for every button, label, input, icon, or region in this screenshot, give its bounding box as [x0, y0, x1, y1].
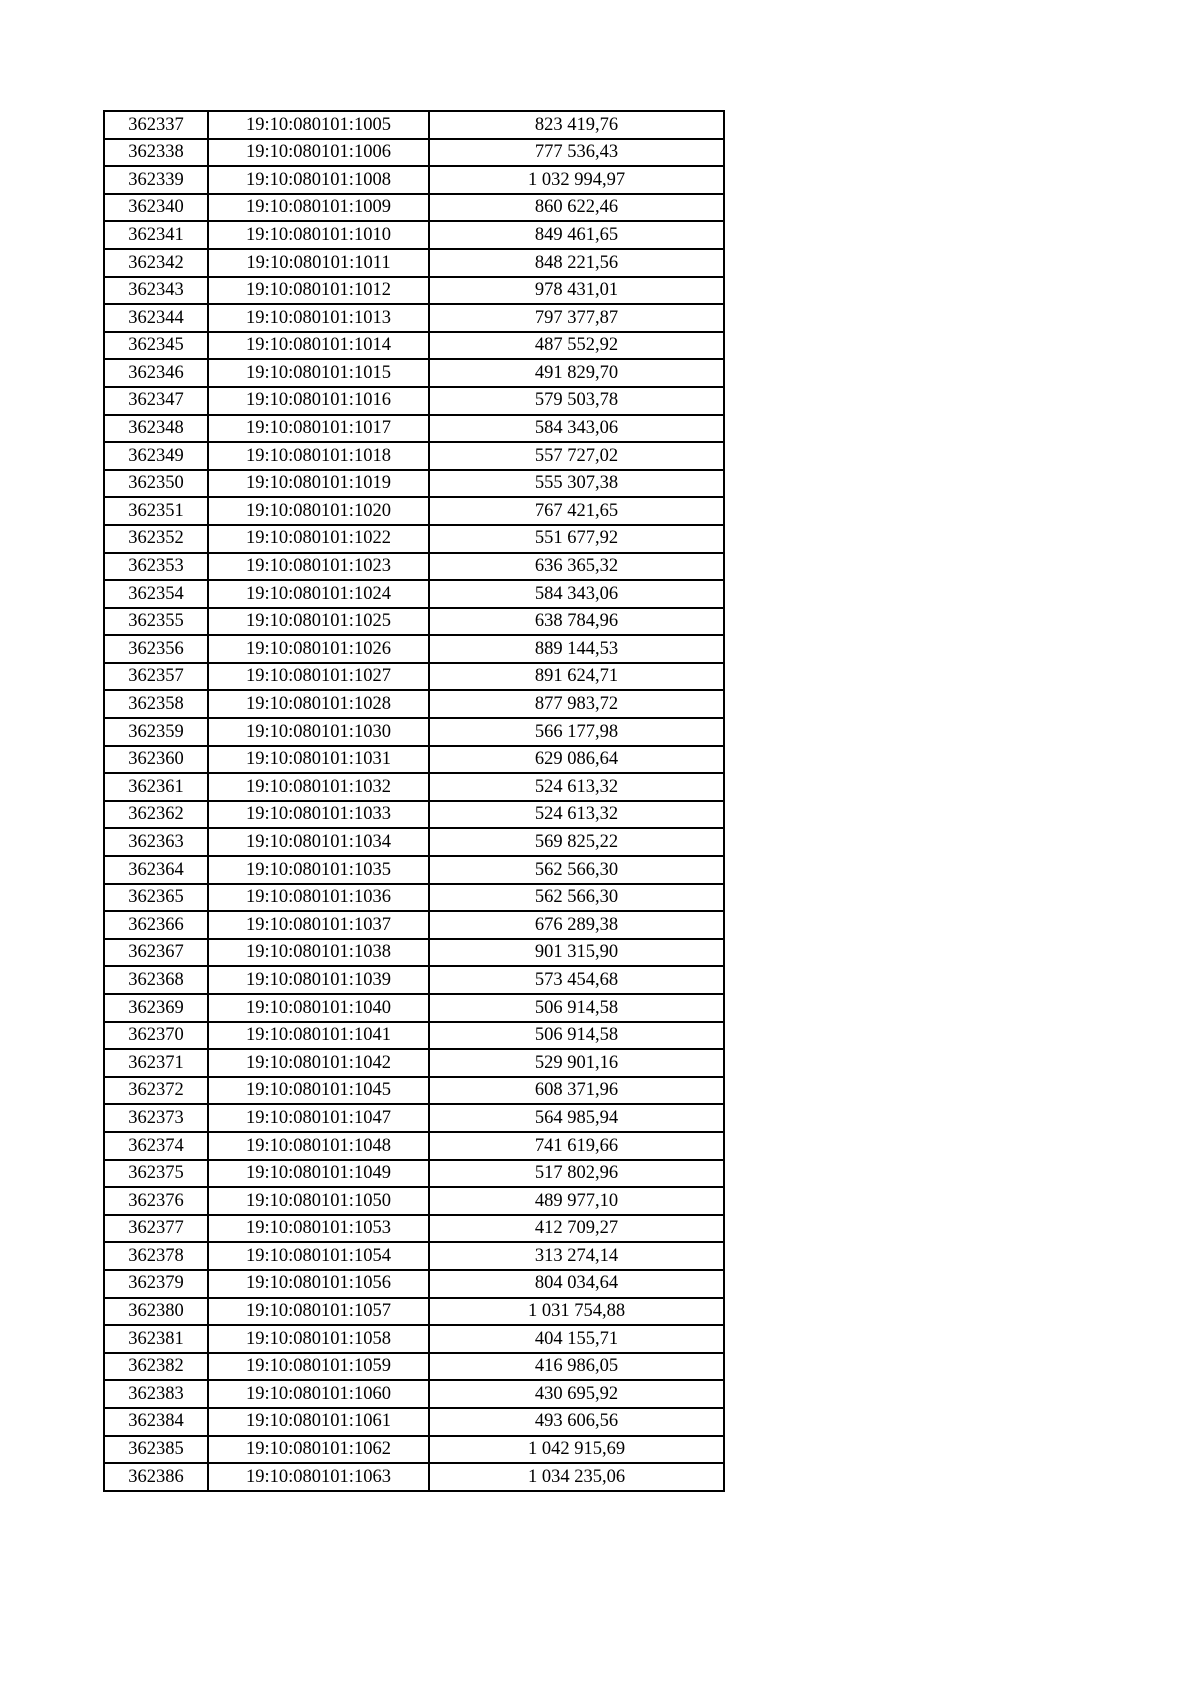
- cadastral-number-cell: 19:10:080101:1049: [208, 1160, 429, 1188]
- table-row: [104, 1325, 724, 1353]
- data-table-body: [104, 111, 724, 1491]
- cadastral-number-cell: 19:10:080101:1006: [208, 139, 429, 167]
- row-number-cell: 362354: [104, 580, 208, 608]
- row-number-cell: 362337: [104, 111, 208, 139]
- value-cell: 1 032 994,97: [429, 166, 724, 194]
- cadastral-number-cell: 19:10:080101:1035: [208, 856, 429, 884]
- cadastral-number-cell: 19:10:080101:1010: [208, 221, 429, 249]
- table-row: [104, 1049, 724, 1077]
- cadastral-number-cell: 19:10:080101:1056: [208, 1270, 429, 1298]
- table-row: [104, 884, 724, 912]
- cadastral-number-cell: 19:10:080101:1018: [208, 442, 429, 470]
- row-number-cell: 362357: [104, 663, 208, 691]
- value-cell: 1 042 915,69: [429, 1436, 724, 1464]
- cadastral-number-cell: 19:10:080101:1060: [208, 1380, 429, 1408]
- table-row: [104, 580, 724, 608]
- table-row: [104, 966, 724, 994]
- row-number-cell: 362348: [104, 415, 208, 443]
- cadastral-number-cell: 19:10:080101:1050: [208, 1187, 429, 1215]
- table-row: [104, 1077, 724, 1105]
- value-cell: 517 802,96: [429, 1160, 724, 1188]
- value-cell: 493 606,56: [429, 1408, 724, 1436]
- row-number-cell: 362338: [104, 139, 208, 167]
- value-cell: 524 613,32: [429, 801, 724, 829]
- row-number-cell: 362370: [104, 1022, 208, 1050]
- row-number-cell: 362343: [104, 277, 208, 305]
- row-number-cell: 362361: [104, 773, 208, 801]
- cadastral-number-cell: 19:10:080101:1005: [208, 111, 429, 139]
- value-cell: 551 677,92: [429, 525, 724, 553]
- value-cell: 849 461,65: [429, 221, 724, 249]
- row-number-cell: 362355: [104, 608, 208, 636]
- row-number-cell: 362373: [104, 1104, 208, 1132]
- table-row: [104, 387, 724, 415]
- value-cell: 562 566,30: [429, 884, 724, 912]
- table-row: [104, 690, 724, 718]
- table-row: [104, 1270, 724, 1298]
- row-number-cell: 362380: [104, 1298, 208, 1326]
- value-cell: 579 503,78: [429, 387, 724, 415]
- table-row: [104, 1215, 724, 1243]
- table-row: [104, 497, 724, 525]
- cadastral-number-cell: 19:10:080101:1015: [208, 359, 429, 387]
- value-cell: 978 431,01: [429, 277, 724, 305]
- row-number-cell: 362386: [104, 1463, 208, 1491]
- cadastral-number-cell: 19:10:080101:1057: [208, 1298, 429, 1326]
- row-number-cell: 362382: [104, 1353, 208, 1381]
- data-table: [103, 110, 725, 1492]
- value-cell: 767 421,65: [429, 497, 724, 525]
- cadastral-number-cell: 19:10:080101:1038: [208, 939, 429, 967]
- value-cell: 529 901,16: [429, 1049, 724, 1077]
- value-cell: 573 454,68: [429, 966, 724, 994]
- row-number-cell: 362375: [104, 1160, 208, 1188]
- value-cell: 777 536,43: [429, 139, 724, 167]
- row-number-cell: 362350: [104, 470, 208, 498]
- row-number-cell: 362369: [104, 994, 208, 1022]
- row-number-cell: 362385: [104, 1436, 208, 1464]
- table-row: [104, 442, 724, 470]
- row-number-cell: 362384: [104, 1408, 208, 1436]
- cadastral-number-cell: 19:10:080101:1028: [208, 690, 429, 718]
- row-number-cell: 362341: [104, 221, 208, 249]
- cadastral-number-cell: 19:10:080101:1058: [208, 1325, 429, 1353]
- value-cell: 877 983,72: [429, 690, 724, 718]
- table-row: [104, 304, 724, 332]
- value-cell: 1 031 754,88: [429, 1298, 724, 1326]
- table-row: [104, 1353, 724, 1381]
- table-row: [104, 249, 724, 277]
- value-cell: 569 825,22: [429, 828, 724, 856]
- value-cell: 412 709,27: [429, 1215, 724, 1243]
- cadastral-number-cell: 19:10:080101:1024: [208, 580, 429, 608]
- table-row: [104, 801, 724, 829]
- row-number-cell: 362381: [104, 1325, 208, 1353]
- table-row: [104, 828, 724, 856]
- row-number-cell: 362353: [104, 553, 208, 581]
- table-row: [104, 773, 724, 801]
- value-cell: 584 343,06: [429, 580, 724, 608]
- table-row: [104, 525, 724, 553]
- table-row: [104, 332, 724, 360]
- table-row: [104, 718, 724, 746]
- table-row: [104, 1380, 724, 1408]
- cadastral-number-cell: 19:10:080101:1062: [208, 1436, 429, 1464]
- value-cell: 524 613,32: [429, 773, 724, 801]
- row-number-cell: 362363: [104, 828, 208, 856]
- cadastral-number-cell: 19:10:080101:1061: [208, 1408, 429, 1436]
- value-cell: 584 343,06: [429, 415, 724, 443]
- cadastral-number-cell: 19:10:080101:1059: [208, 1353, 429, 1381]
- row-number-cell: 362360: [104, 746, 208, 774]
- row-number-cell: 362365: [104, 884, 208, 912]
- row-number-cell: 362374: [104, 1132, 208, 1160]
- cadastral-number-cell: 19:10:080101:1016: [208, 387, 429, 415]
- value-cell: 638 784,96: [429, 608, 724, 636]
- value-cell: 804 034,64: [429, 1270, 724, 1298]
- row-number-cell: 362379: [104, 1270, 208, 1298]
- row-number-cell: 362376: [104, 1187, 208, 1215]
- row-number-cell: 362378: [104, 1242, 208, 1270]
- table-row: [104, 1132, 724, 1160]
- value-cell: 404 155,71: [429, 1325, 724, 1353]
- cadastral-number-cell: 19:10:080101:1034: [208, 828, 429, 856]
- table-row: [104, 994, 724, 1022]
- cadastral-number-cell: 19:10:080101:1027: [208, 663, 429, 691]
- value-cell: 489 977,10: [429, 1187, 724, 1215]
- row-number-cell: 362367: [104, 939, 208, 967]
- value-cell: 313 274,14: [429, 1242, 724, 1270]
- row-number-cell: 362377: [104, 1215, 208, 1243]
- row-number-cell: 362342: [104, 249, 208, 277]
- cadastral-number-cell: 19:10:080101:1036: [208, 884, 429, 912]
- table-row: [104, 1408, 724, 1436]
- table-row: [104, 1436, 724, 1464]
- cadastral-number-cell: 19:10:080101:1033: [208, 801, 429, 829]
- value-cell: 901 315,90: [429, 939, 724, 967]
- cadastral-number-cell: 19:10:080101:1023: [208, 553, 429, 581]
- row-number-cell: 362351: [104, 497, 208, 525]
- value-cell: 860 622,46: [429, 194, 724, 222]
- value-cell: 555 307,38: [429, 470, 724, 498]
- table-row: [104, 1160, 724, 1188]
- table-row: [104, 221, 724, 249]
- table-row: [104, 663, 724, 691]
- cadastral-number-cell: 19:10:080101:1032: [208, 773, 429, 801]
- cadastral-number-cell: 19:10:080101:1008: [208, 166, 429, 194]
- value-cell: 506 914,58: [429, 994, 724, 1022]
- value-cell: 889 144,53: [429, 635, 724, 663]
- row-number-cell: 362352: [104, 525, 208, 553]
- row-number-cell: 362359: [104, 718, 208, 746]
- row-number-cell: 362344: [104, 304, 208, 332]
- row-number-cell: 362346: [104, 359, 208, 387]
- table-row: [104, 608, 724, 636]
- cadastral-number-cell: 19:10:080101:1017: [208, 415, 429, 443]
- cadastral-number-cell: 19:10:080101:1013: [208, 304, 429, 332]
- table-row: [104, 746, 724, 774]
- table-row: [104, 911, 724, 939]
- value-cell: 797 377,87: [429, 304, 724, 332]
- table-row: [104, 415, 724, 443]
- table-row: [104, 139, 724, 167]
- row-number-cell: 362339: [104, 166, 208, 194]
- row-number-cell: 362368: [104, 966, 208, 994]
- table-row: [104, 1187, 724, 1215]
- table-row: [104, 939, 724, 967]
- value-cell: 823 419,76: [429, 111, 724, 139]
- value-cell: 416 986,05: [429, 1353, 724, 1381]
- value-cell: 566 177,98: [429, 718, 724, 746]
- cadastral-number-cell: 19:10:080101:1009: [208, 194, 429, 222]
- table-row: [104, 1463, 724, 1491]
- row-number-cell: 362345: [104, 332, 208, 360]
- value-cell: 891 624,71: [429, 663, 724, 691]
- table-row: [104, 856, 724, 884]
- cadastral-number-cell: 19:10:080101:1012: [208, 277, 429, 305]
- cadastral-number-cell: 19:10:080101:1039: [208, 966, 429, 994]
- table-row: [104, 277, 724, 305]
- cadastral-number-cell: 19:10:080101:1031: [208, 746, 429, 774]
- value-cell: 487 552,92: [429, 332, 724, 360]
- value-cell: 506 914,58: [429, 1022, 724, 1050]
- cadastral-number-cell: 19:10:080101:1025: [208, 608, 429, 636]
- cadastral-number-cell: 19:10:080101:1011: [208, 249, 429, 277]
- row-number-cell: 362349: [104, 442, 208, 470]
- value-cell: 741 619,66: [429, 1132, 724, 1160]
- value-cell: 557 727,02: [429, 442, 724, 470]
- cadastral-number-cell: 19:10:080101:1026: [208, 635, 429, 663]
- row-number-cell: 362362: [104, 801, 208, 829]
- table-row: [104, 1104, 724, 1132]
- value-cell: 848 221,56: [429, 249, 724, 277]
- value-cell: 491 829,70: [429, 359, 724, 387]
- table-row: [104, 111, 724, 139]
- value-cell: 636 365,32: [429, 553, 724, 581]
- row-number-cell: 362356: [104, 635, 208, 663]
- value-cell: 1 034 235,06: [429, 1463, 724, 1491]
- cadastral-number-cell: 19:10:080101:1063: [208, 1463, 429, 1491]
- value-cell: 608 371,96: [429, 1077, 724, 1105]
- value-cell: 564 985,94: [429, 1104, 724, 1132]
- table-row: [104, 194, 724, 222]
- row-number-cell: 362340: [104, 194, 208, 222]
- cadastral-number-cell: 19:10:080101:1030: [208, 718, 429, 746]
- row-number-cell: 362383: [104, 1380, 208, 1408]
- cadastral-number-cell: 19:10:080101:1045: [208, 1077, 429, 1105]
- value-cell: 562 566,30: [429, 856, 724, 884]
- cadastral-number-cell: 19:10:080101:1053: [208, 1215, 429, 1243]
- table-row: [104, 166, 724, 194]
- cadastral-number-cell: 19:10:080101:1037: [208, 911, 429, 939]
- table-row: [104, 553, 724, 581]
- cadastral-number-cell: 19:10:080101:1054: [208, 1242, 429, 1270]
- value-cell: 430 695,92: [429, 1380, 724, 1408]
- cadastral-number-cell: 19:10:080101:1022: [208, 525, 429, 553]
- table-row: [104, 1022, 724, 1050]
- row-number-cell: 362371: [104, 1049, 208, 1077]
- cadastral-number-cell: 19:10:080101:1047: [208, 1104, 429, 1132]
- cadastral-number-cell: 19:10:080101:1020: [208, 497, 429, 525]
- row-number-cell: 362364: [104, 856, 208, 884]
- row-number-cell: 362358: [104, 690, 208, 718]
- table-row: [104, 470, 724, 498]
- table-row: [104, 1298, 724, 1326]
- table-row: [104, 1242, 724, 1270]
- value-cell: 676 289,38: [429, 911, 724, 939]
- table-row: [104, 359, 724, 387]
- row-number-cell: 362366: [104, 911, 208, 939]
- cadastral-number-cell: 19:10:080101:1019: [208, 470, 429, 498]
- cadastral-number-cell: 19:10:080101:1014: [208, 332, 429, 360]
- cadastral-number-cell: 19:10:080101:1042: [208, 1049, 429, 1077]
- cadastral-number-cell: 19:10:080101:1040: [208, 994, 429, 1022]
- row-number-cell: 362372: [104, 1077, 208, 1105]
- cadastral-number-cell: 19:10:080101:1041: [208, 1022, 429, 1050]
- row-number-cell: 362347: [104, 387, 208, 415]
- cadastral-number-cell: 19:10:080101:1048: [208, 1132, 429, 1160]
- table-row: [104, 635, 724, 663]
- value-cell: 629 086,64: [429, 746, 724, 774]
